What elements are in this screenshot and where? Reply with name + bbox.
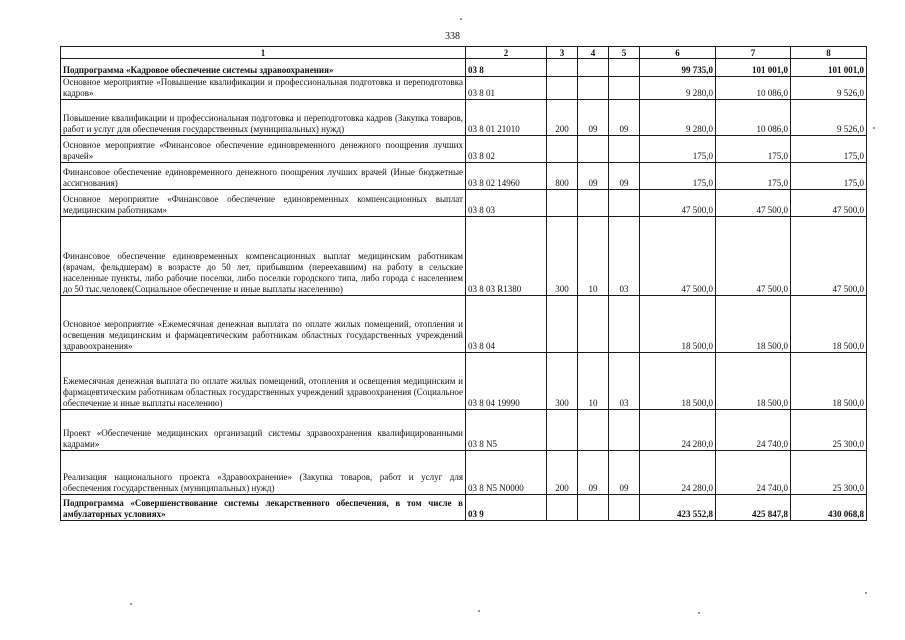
row-value-6: 175,0 (640, 163, 716, 190)
row-name: Подпрограмма «Совершенствование системы лекарственного обеспечения, в том числе в амбулаторных условиях» (61, 495, 466, 521)
row-subsection: 03 (609, 353, 640, 410)
row-value-7: 18 500,0 (716, 296, 791, 353)
row-value-8: 101 001,0 (791, 59, 867, 77)
table-row (61, 353, 867, 410)
row-code: 03 8 01 21010 (466, 100, 547, 136)
row-vr (547, 136, 578, 163)
column-header: 1 (61, 47, 466, 59)
table-row (61, 495, 867, 521)
row-section: 10 (578, 217, 609, 296)
row-value-8: 18 500,0 (791, 296, 867, 353)
table-row (61, 190, 867, 217)
row-name: Повышение квалификации и профессиональная подготовка и переподготовка кадров (Закупка товаров, работ и услуг для обеспечения государственных (муниципальных) нужд) (61, 100, 466, 136)
row-subsection (609, 190, 640, 217)
row-value-7: 47 500,0 (716, 190, 791, 217)
row-subsection (609, 77, 640, 100)
row-value-7: 24 740,0 (716, 451, 791, 495)
row-subsection (609, 59, 640, 77)
row-value-6: 24 280,0 (640, 451, 716, 495)
row-section: 09 (578, 100, 609, 136)
table-row (61, 296, 867, 353)
row-value-6: 99 735,0 (640, 59, 716, 77)
row-code: 03 8 04 (466, 296, 547, 353)
header-row (61, 47, 867, 59)
row-value-8: 9 526,0 (791, 77, 867, 100)
row-value-8: 25 300,0 (791, 410, 867, 451)
row-value-7: 425 847,8 (716, 495, 791, 521)
table-row (61, 100, 867, 136)
row-value-7: 175,0 (716, 136, 791, 163)
column-header: 7 (716, 47, 791, 59)
row-value-6: 18 500,0 (640, 296, 716, 353)
row-value-8: 18 500,0 (791, 353, 867, 410)
row-value-7: 175,0 (716, 163, 791, 190)
row-code: 03 8 03 (466, 190, 547, 217)
row-name: Финансовое обеспечение единовременного денежного поощрения лучших врачей (Иные бюджетные ассигнования) (61, 163, 466, 190)
row-value-8: 430 068,8 (791, 495, 867, 521)
row-subsection (609, 410, 640, 451)
row-name: Подпрограмма «Кадровое обеспечение системы здравоохранения» (61, 59, 466, 77)
row-vr: 200 (547, 451, 578, 495)
row-value-6: 47 500,0 (640, 190, 716, 217)
page-number: 338 (445, 31, 460, 42)
row-code: 03 8 01 (466, 77, 547, 100)
table-row (61, 77, 867, 100)
row-value-8: 175,0 (791, 136, 867, 163)
row-subsection: 09 (609, 100, 640, 136)
row-vr (547, 410, 578, 451)
row-section (578, 296, 609, 353)
row-code: 03 8 04 19990 (466, 353, 547, 410)
row-code: 03 9 (466, 495, 547, 521)
row-subsection (609, 296, 640, 353)
scan-speck (130, 603, 132, 605)
row-code: 03 8 N5 N0000 (466, 451, 547, 495)
scan-speck (698, 612, 700, 614)
row-value-7: 18 500,0 (716, 353, 791, 410)
table-row (61, 410, 867, 451)
table-body (61, 59, 867, 521)
row-name: Основное мероприятие «Финансовое обеспечение единовременных компенсационных выплат медицинским работникам» (61, 190, 466, 217)
table-row (61, 163, 867, 190)
row-section (578, 190, 609, 217)
row-subsection: 09 (609, 163, 640, 190)
row-subsection: 03 (609, 217, 640, 296)
row-value-8: 47 500,0 (791, 217, 867, 296)
row-subsection: 09 (609, 451, 640, 495)
table-row (61, 136, 867, 163)
row-value-8: 25 300,0 (791, 451, 867, 495)
row-value-8: 175,0 (791, 163, 867, 190)
row-value-7: 24 740,0 (716, 410, 791, 451)
column-header: 4 (578, 47, 609, 59)
table-row (61, 59, 867, 77)
row-name: Основное мероприятие «Финансовое обеспечение единовременного денежного поощрения лучших врачей» (61, 136, 466, 163)
row-name: Ежемесячная денежная выплата по оплате жилых помещений, отопления и освещения медицинским и фармацевтическим работникам областных государственных учреждений здравоохранения (Социальное обеспечение и иные выплаты населению) (61, 353, 466, 410)
row-vr (547, 77, 578, 100)
row-vr: 300 (547, 353, 578, 410)
row-name: Финансовое обеспечение единовременных компенсационных выплат медицинским работникам (врачам, фельдшерам) в возрасте до 50 лет, прибывшим (переехавшим) на работу в сельские населенные пункты, либо рабочие поселки, либо поселки городского типа, либо города с населением до 50 тыс.человек(Социальное обеспечение и иные выплаты населению) (61, 217, 466, 296)
column-header: 6 (640, 47, 716, 59)
row-code: 03 8 02 14960 (466, 163, 547, 190)
column-header: 3 (547, 47, 578, 59)
column-header: 8 (791, 47, 867, 59)
row-value-7: 47 500,0 (716, 217, 791, 296)
row-code: 03 8 N5 (466, 410, 547, 451)
row-vr (547, 59, 578, 77)
row-section (578, 77, 609, 100)
row-name: Основное мероприятие «Повышение квалификации и профессиональная подготовка и переподготовка кадров» (61, 77, 466, 100)
row-section (578, 495, 609, 521)
row-value-6: 9 280,0 (640, 77, 716, 100)
row-section (578, 136, 609, 163)
column-header: 2 (466, 47, 547, 59)
row-code: 03 8 02 (466, 136, 547, 163)
row-value-7: 10 086,0 (716, 77, 791, 100)
row-value-6: 9 280,0 (640, 100, 716, 136)
row-value-6: 423 552,8 (640, 495, 716, 521)
row-code: 03 8 03 R1380 (466, 217, 547, 296)
row-value-6: 24 280,0 (640, 410, 716, 451)
row-value-6: 175,0 (640, 136, 716, 163)
row-vr (547, 190, 578, 217)
row-vr: 200 (547, 100, 578, 136)
row-section: 09 (578, 163, 609, 190)
budget-table (60, 46, 867, 521)
row-code: 03 8 (466, 59, 547, 77)
scan-speck (460, 18, 462, 20)
row-subsection (609, 136, 640, 163)
row-value-8: 47 500,0 (791, 190, 867, 217)
row-section: 10 (578, 353, 609, 410)
row-value-8: 9 526,0 (791, 100, 867, 136)
row-value-6: 47 500,0 (640, 217, 716, 296)
row-section: 09 (578, 451, 609, 495)
row-vr: 800 (547, 163, 578, 190)
row-section (578, 59, 609, 77)
row-section (578, 410, 609, 451)
row-value-7: 10 086,0 (716, 100, 791, 136)
row-value-6: 18 500,0 (640, 353, 716, 410)
row-subsection (609, 495, 640, 521)
row-name: Реализация национального проекта «Здравоохранение» (Закупка товаров, работ и услуг для обеспечения государственных (муниципальных) нужд) (61, 451, 466, 495)
row-vr (547, 495, 578, 521)
scan-speck (873, 127, 875, 129)
scan-speck (865, 592, 867, 594)
row-name: Проект «Обеспечение медицинских организаций системы здравоохранения квалифицированными кадрами» (61, 410, 466, 451)
row-vr: 300 (547, 217, 578, 296)
table-row (61, 217, 867, 296)
row-value-7: 101 001,0 (716, 59, 791, 77)
column-header: 5 (609, 47, 640, 59)
row-vr (547, 296, 578, 353)
table-row (61, 451, 867, 495)
scan-speck (478, 610, 480, 612)
row-name: Основное мероприятие «Ежемесячная денежная выплата по оплате жилых помещений, отопления и освещения медицинским и фармацевтическим работникам областных государственных учреждений здравоохранения» (61, 296, 466, 353)
